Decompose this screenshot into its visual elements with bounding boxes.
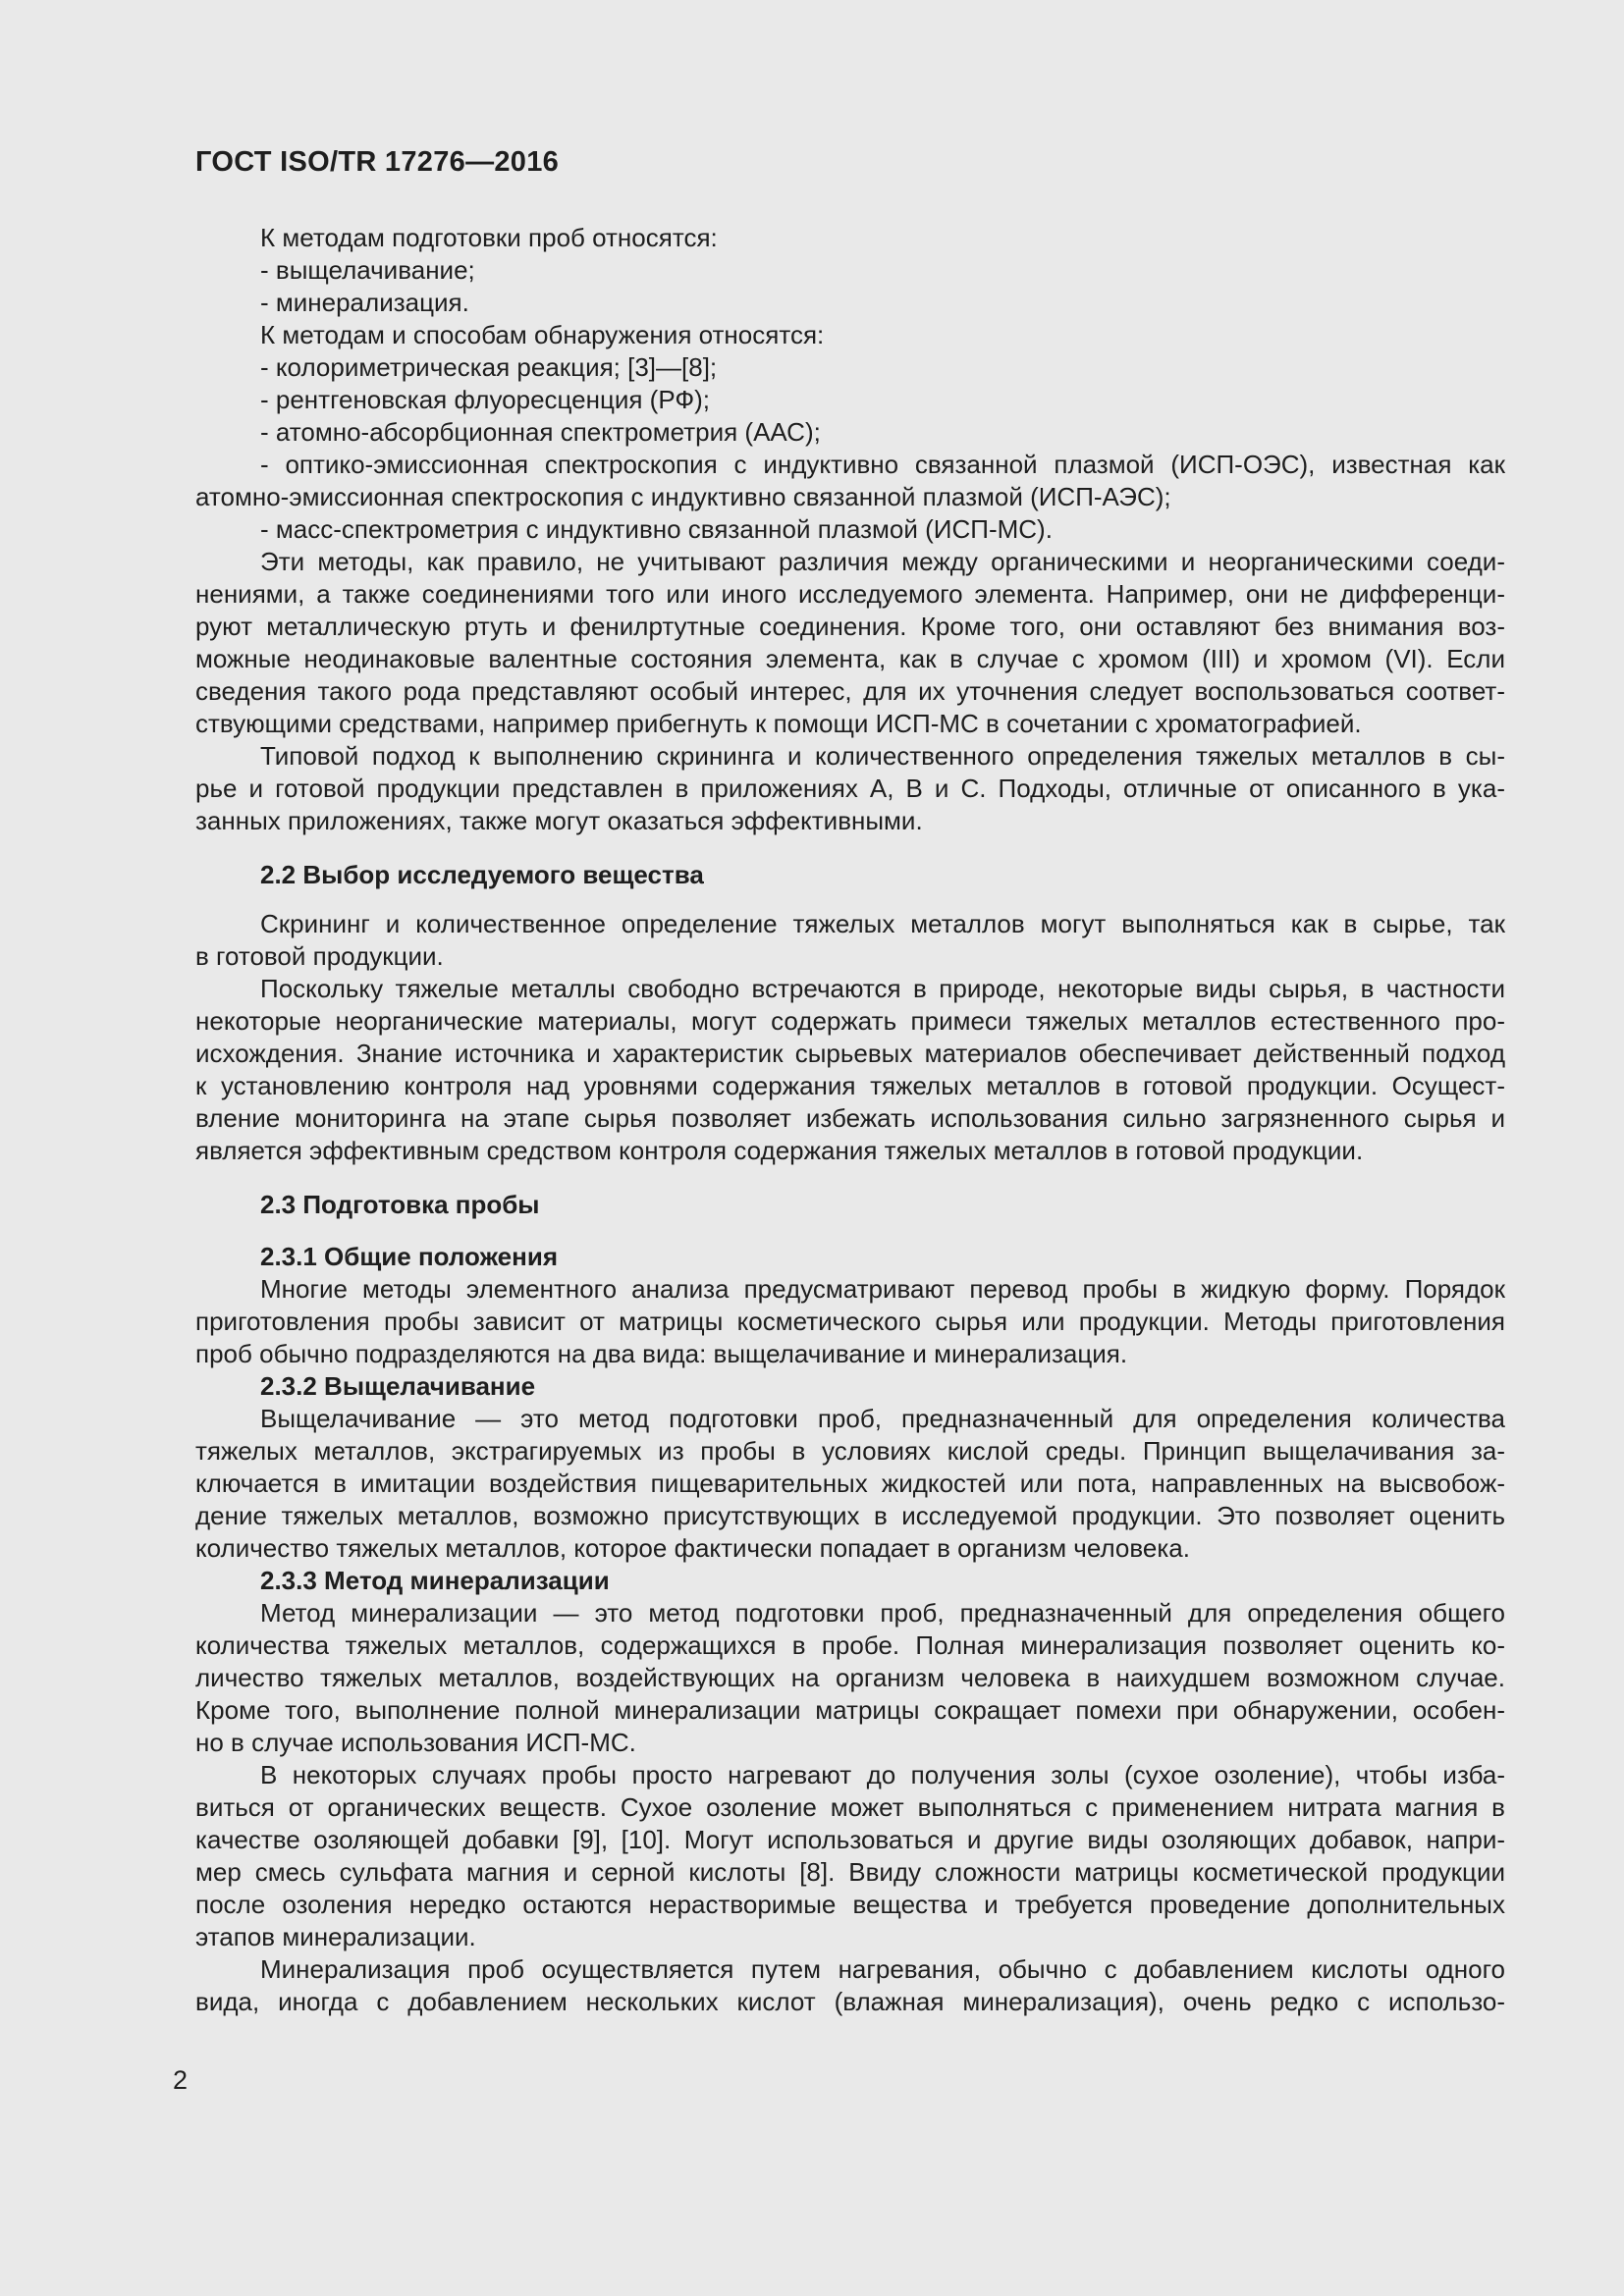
text-line: - колориметрическая реакция; [3]—[8];: [260, 352, 718, 382]
text-line: Эти методы, как правило, не учитывают различия между органическими и неорганическими соеди-: [260, 547, 1505, 576]
section-heading: 2.3 Подготовка пробы: [260, 1190, 540, 1219]
text-line: этапов минерализации.: [195, 1922, 476, 1951]
text-line: после озоления нередко остаются нерастворимые вещества и требуется проведение дополнительных: [195, 1890, 1505, 1919]
text-line: Минерализация проб осуществляется путем нагревания, обычно с добавлением кислоты одного: [260, 1954, 1505, 1984]
text-line: сведения такого рода представляют особый интерес, для их уточнения следует воспользоваться соответ-: [195, 676, 1505, 706]
text-line: в готовой продукции.: [195, 941, 444, 971]
text-line: к установлению контроля над уровнями содержания тяжелых металлов в готовой продукции. Осущест-: [195, 1071, 1505, 1100]
text-line: Метод минерализации — это метод подготовки проб, предназначенный для определения общего: [260, 1598, 1505, 1628]
text-line: атомно-эмиссионная спектроскопия с индуктивно связанной плазмой (ИСП-АЭС);: [195, 482, 1171, 511]
text-line: количества тяжелых металлов, содержащихся в пробе. Полная минерализация позволяет оценить ко-: [195, 1630, 1505, 1660]
text-line: Выщелачивание — это метод подготовки проб, предназначенный для определения количества: [260, 1404, 1505, 1433]
section-heading: 2.3.2 Выщелачивание: [260, 1371, 536, 1401]
text-line: руют металлическую ртуть и фенилртутные соединения. Кроме того, они оставляют без внимания воз-: [195, 612, 1505, 641]
text-line: ключается в имитации воздействия пищеварительных жидкостей или пота, направленных на высвобож-: [195, 1468, 1505, 1498]
section-heading: 2.3.3 Метод минерализации: [260, 1566, 610, 1595]
text-line: Кроме того, выполнение полной минерализации матрицы сокращает помехи при обнаружении, особен-: [195, 1695, 1505, 1725]
text-line: вида, иногда с добавлением нескольких кислот (влажная минерализация), очень редко с использо-: [195, 1987, 1505, 2016]
text-line: некоторые неорганические материалы, могут содержать примеси тяжелых металлов естественного про-: [195, 1006, 1505, 1036]
text-line: приготовления пробы зависит от матрицы косметического сырья или продукции. Методы приготовления: [195, 1307, 1505, 1336]
text-line: личество тяжелых металлов, воздействующих на организм человека в наихудшем возможном случае.: [195, 1663, 1505, 1692]
document-header: ГОСТ ISO/TR 17276—2016: [195, 146, 560, 178]
document-body: [195, 222, 1505, 2018]
text-line: исхождения. Знание источника и характеристик сырьевых материалов обеспечивает действенный подход: [195, 1039, 1505, 1068]
text-line: - оптико-эмиссионная спектроскопия с индуктивно связанной плазмой (ИСП-ОЭС), известная как: [260, 450, 1505, 479]
page-number: 2: [173, 2065, 189, 2095]
text-line: Типовой подход к выполнению скрининга и количественного определения тяжелых металлов в сы-: [260, 741, 1505, 771]
text-line: Поскольку тяжелые металлы свободно встречаются в природе, некоторые виды сырья, в частности: [260, 974, 1505, 1003]
text-line: В некоторых случаях пробы просто нагревают до получения золы (сухое озоление), чтобы изба-: [260, 1760, 1505, 1789]
text-line: дение тяжелых металлов, возможно присутствующих в исследуемой продукции. Это позволяет оценить: [195, 1501, 1505, 1530]
text-line: но в случае использования ИСП-МС.: [195, 1728, 636, 1757]
text-line: тяжелых металлов, экстрагируемых из пробы в условиях кислой среды. Принцип выщелачивания за-: [195, 1436, 1505, 1466]
text-line: - атомно-абсорбционная спектрометрия (ААС);: [260, 417, 821, 447]
text-line: Скрининг и количественное определение тяжелых металлов могут выполняться как в сырье, так: [260, 909, 1505, 938]
text-line: К методам и способам обнаружения относятся:: [260, 320, 825, 349]
text-line: качестве озоляющей добавки [9], [10]. Могут использоваться и другие виды озоляющих добавок, напри-: [195, 1825, 1505, 1854]
text-line: можные неодинаковые валентные состояния элемента, как в случае с хромом (III) и хромом (VI). Если: [195, 644, 1505, 673]
text-line: количество тяжелых металлов, которое фактически попадает в организм человека.: [195, 1533, 1190, 1563]
section-heading: 2.2 Выбор исследуемого вещества: [260, 860, 704, 889]
text-line: ствующими средствами, например прибегнуть к помощи ИСП-МС в сочетании с хроматографией.: [195, 709, 1362, 738]
text-line: является эффективным средством контроля содержания тяжелых металлов в готовой продукции.: [195, 1136, 1364, 1165]
text-line: виться от органических веществ. Сухое озоление может выполняться с применением нитрата магния в: [195, 1792, 1505, 1822]
text-line: - минерализация.: [260, 288, 469, 317]
text-line: занных приложениях, также могут оказаться эффективными.: [195, 806, 923, 835]
text-line: проб обычно подразделяются на два вида: выщелачивание и минерализация.: [195, 1339, 1128, 1368]
text-line: - выщелачивание;: [260, 255, 475, 285]
section-heading: 2.3.1 Общие положения: [260, 1242, 558, 1271]
text-line: рье и готовой продукции представлен в приложениях А, В и С. Подходы, отличные от описанного в ука-: [195, 774, 1505, 803]
text-line: К методам подготовки проб относятся:: [260, 223, 718, 252]
text-line: вление мониторинга на этапе сырья позволяет избежать использования сильно загрязненного сырья и: [195, 1103, 1505, 1133]
text-line: нениями, а также соединениями того или иного исследуемого элемента. Например, они не дифференци-: [195, 579, 1505, 609]
text-line: - рентгеновская флуоресценция (РФ);: [260, 385, 711, 414]
text-line: мер смесь сульфата магния и серной кислоты [8]. Ввиду сложности матрицы косметической продукции: [195, 1857, 1505, 1887]
text-line: - масс-спектрометрия с индуктивно связанной плазмой (ИСП-МС).: [260, 514, 1053, 544]
text-line: Многие методы элементного анализа предусматривают перевод пробы в жидкую форму. Порядок: [260, 1274, 1505, 1304]
